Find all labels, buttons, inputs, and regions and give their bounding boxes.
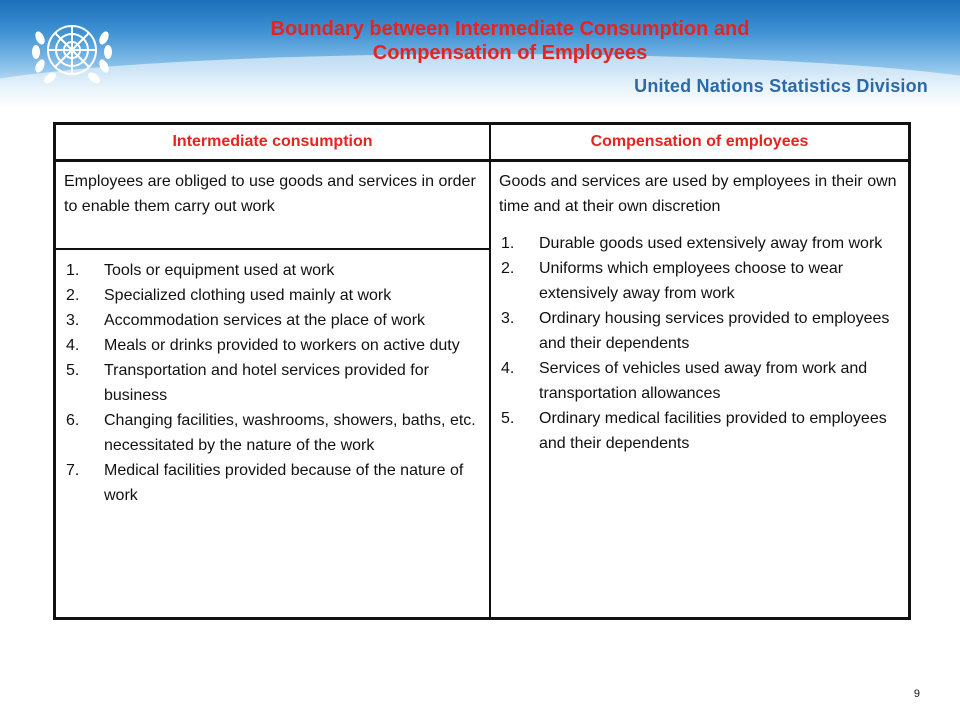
compensation-cell	[491, 162, 908, 617]
list-item-number: 2.	[66, 287, 80, 304]
list-item-number: 1.	[501, 235, 515, 252]
title-line-2: Compensation of Employees	[372, 42, 648, 64]
list-item-text: Changing facilities, washrooms, showers, baths, etc. necessitated by the nature of the work	[104, 412, 476, 454]
list-item	[64, 358, 481, 408]
list-item-text: Transportation and hotel services provided for business	[104, 362, 429, 404]
list-item-number: 4.	[66, 337, 80, 354]
list-item-text: Accommodation services at the place of work	[104, 312, 426, 329]
list-item-number: 5.	[501, 410, 515, 427]
organization-name: United Nations Statistics Division	[634, 76, 928, 96]
list-item-text: Medical facilities provided because of the nature of work	[104, 462, 464, 504]
comparison-table	[53, 122, 911, 620]
list-item-text: Meals or drinks provided to workers on active duty	[104, 337, 460, 354]
header-compensation-of-employees: Compensation of employees	[491, 125, 908, 162]
header-banner	[0, 0, 960, 108]
list-item	[64, 283, 481, 308]
list-item	[64, 333, 481, 358]
list-item-text: Durable goods used extensively away from work	[539, 235, 883, 252]
header-intermediate-consumption: Intermediate consumption	[56, 125, 491, 162]
list-item	[64, 408, 481, 458]
slide-title	[160, 17, 860, 65]
list-item-number: 3.	[66, 312, 80, 329]
list-item-text: Specialized clothing used mainly at work	[104, 287, 392, 304]
intermediate-list	[64, 258, 481, 508]
list-item	[499, 406, 900, 456]
list-item-number: 5.	[66, 362, 80, 379]
compensation-list	[499, 231, 900, 456]
list-item-number: 3.	[501, 310, 515, 327]
list-item	[64, 458, 481, 508]
list-item-number: 7.	[66, 462, 80, 479]
title-line-1: Boundary between Intermediate Consumption and	[270, 18, 750, 40]
intermediate-list-cell	[56, 250, 491, 617]
list-item-text: Ordinary housing services provided to employees and their dependents	[539, 310, 890, 352]
list-item-text: Tools or equipment used at work	[104, 262, 335, 279]
compensation-summary: Goods and services are used by employees in their own time and at their own discretion	[499, 173, 897, 215]
list-item	[499, 256, 900, 306]
list-item-text: Services of vehicles used away from work and transportation allowances	[539, 360, 868, 402]
list-item-number: 4.	[501, 360, 515, 377]
page-number: 9	[913, 688, 920, 700]
list-item	[499, 231, 900, 256]
list-item	[64, 308, 481, 333]
list-item-number: 2.	[501, 260, 515, 277]
list-item-number: 1.	[66, 262, 80, 279]
list-item	[499, 306, 900, 356]
list-item-text: Ordinary medical facilities provided to employees and their dependents	[539, 410, 887, 452]
intermediate-summary-cell	[56, 162, 491, 250]
list-item-number: 6.	[66, 412, 80, 429]
list-item	[499, 356, 900, 406]
un-emblem-icon	[26, 10, 118, 94]
list-item	[64, 258, 481, 283]
list-item-text: Uniforms which employees choose to wear extensively away from work	[539, 260, 844, 302]
intermediate-summary: Employees are obliged to use goods and services in order to enable them carry out work	[64, 173, 476, 215]
